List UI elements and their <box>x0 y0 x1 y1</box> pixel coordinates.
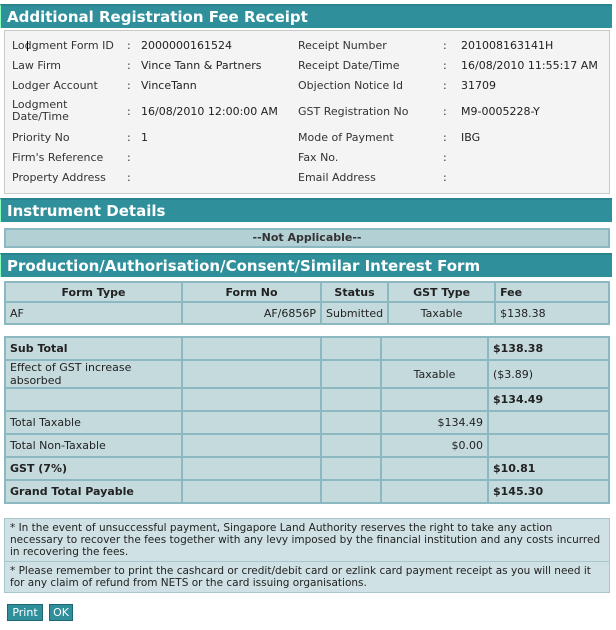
header-form-no: Form No <box>183 283 320 301</box>
field-colon: : <box>443 39 447 52</box>
summary-empty-cell <box>322 458 380 479</box>
text-cursor-icon <box>27 41 31 51</box>
summary-label <box>6 389 181 410</box>
summary-label: Total Non-Taxable <box>6 435 181 456</box>
summary-empty-cell <box>322 389 380 410</box>
summary-empty-cell <box>183 361 320 387</box>
summary-empty-cell <box>183 412 320 433</box>
summary-label: Effect of GST increase absorbed <box>6 361 181 387</box>
header-status: Status <box>322 283 387 301</box>
summary-label: Sub Total <box>6 338 181 359</box>
summary-row-sub-total <box>6 338 608 359</box>
field-value: 1 <box>141 131 148 144</box>
field-value: 31709 <box>461 79 496 92</box>
summary-empty-cell <box>322 412 380 433</box>
summary-empty-cell <box>322 435 380 456</box>
field-colon: : <box>443 59 447 72</box>
summary-row-net <box>6 389 608 410</box>
field-value: 2000000161524 <box>141 39 232 52</box>
note-keep-receipt: * Please remember to print the cashcard or credit/debit card or ezlink card payment receipt as you will need it for any claim of refund from NETS or the card issuing organisations. <box>10 565 591 589</box>
field-label: Email Address <box>298 171 376 184</box>
header-gst-type: GST Type <box>389 283 494 301</box>
table-row <box>6 303 608 323</box>
instrument-table <box>4 228 610 248</box>
note-unsuccessful-payment: * In the event of unsuccessful payment, Singapore Land Authority reserves the right to take any action necessary to recover the fees together with any levy imposed by the financial institution and any costs incurred in recovering the fees. <box>5 519 609 562</box>
field-label: Property Address <box>12 171 106 184</box>
field-colon: : <box>443 171 447 184</box>
summary-empty-cell <box>183 458 320 479</box>
cell-status: Submitted <box>322 303 387 323</box>
instrument-title: Instrument Details <box>7 202 166 220</box>
cell-form-type: AF <box>6 303 181 323</box>
field-label: Objection Notice Id <box>298 79 403 92</box>
summary-row-gst <box>6 458 608 479</box>
notes-panel <box>4 518 610 593</box>
field-value: 16/08/2010 11:55:17 AM <box>461 59 598 72</box>
production-title: Production/Authorisation/Consent/Similar Interest Form <box>7 257 481 275</box>
field-label: Priority No <box>12 131 70 144</box>
cell-gst-type: Taxable <box>389 303 494 323</box>
summary-gst-cell: Taxable <box>382 361 487 387</box>
field-colon: : <box>127 59 131 72</box>
header-form-type: Form Type <box>6 283 181 301</box>
receipt-title-bar <box>0 4 612 28</box>
summary-fee <box>489 435 608 456</box>
field-colon: : <box>127 79 131 92</box>
summary-table <box>4 336 610 504</box>
field-value: 201008163141H <box>461 39 554 52</box>
field-label: Law Firm <box>12 59 61 72</box>
field-label: Fax No. <box>298 151 339 164</box>
summary-row-total-taxable <box>6 412 608 433</box>
field-colon: : <box>127 105 131 118</box>
field-colon: : <box>127 131 131 144</box>
print-button[interactable]: Print <box>7 604 43 621</box>
summary-fee: $10.81 <box>489 458 608 479</box>
ok-button[interactable]: OK <box>49 604 73 621</box>
production-table <box>4 281 610 325</box>
summary-empty-cell <box>322 361 380 387</box>
summary-fee <box>489 412 608 433</box>
summary-row-grand-total <box>6 481 608 502</box>
summary-gst-cell <box>382 481 487 502</box>
field-label: Receipt Number <box>298 39 387 52</box>
summary-fee: $145.30 <box>489 481 608 502</box>
field-colon: : <box>443 105 447 118</box>
not-applicable-cell: --Not Applicable-- <box>6 230 608 246</box>
field-label: Firm's Reference <box>12 151 104 164</box>
summary-fee: $138.38 <box>489 338 608 359</box>
summary-empty-cell <box>183 435 320 456</box>
field-colon: : <box>443 151 447 164</box>
field-value: M9-0005228-Y <box>461 105 540 118</box>
summary-gst-cell <box>382 458 487 479</box>
field-colon: : <box>443 131 447 144</box>
field-colon: : <box>443 79 447 92</box>
field-label: GST Registration No <box>298 105 409 118</box>
field-value: Vince Tann & Partners <box>141 59 262 72</box>
summary-empty-cell <box>322 481 380 502</box>
cell-fee: $138.38 <box>496 303 608 323</box>
summary-fee: ($3.89) <box>489 361 608 387</box>
summary-empty-cell <box>183 338 320 359</box>
field-label: Lodger Account <box>12 79 98 92</box>
summary-gst-cell <box>382 338 487 359</box>
instrument-title-bar <box>0 198 612 222</box>
field-label: Lodgment Form ID <box>12 39 114 52</box>
header-fee: Fee <box>496 283 608 301</box>
summary-label: GST (7%) <box>6 458 181 479</box>
summary-gst-cell <box>382 389 487 410</box>
summary-label: Total Taxable <box>6 412 181 433</box>
summary-row-total-non-taxable <box>6 435 608 456</box>
field-value: VinceTann <box>141 79 197 92</box>
field-value: 16/08/2010 12:00:00 AM <box>141 105 278 118</box>
field-colon: : <box>127 151 131 164</box>
receipt-info-panel <box>4 30 610 194</box>
summary-gst-cell: $134.49 <box>382 412 487 433</box>
field-value: IBG <box>461 131 481 144</box>
summary-fee: $134.49 <box>489 389 608 410</box>
production-title-bar <box>0 253 612 277</box>
field-label: Lodgment Date/Time <box>12 98 69 123</box>
field-label: Mode of Payment <box>298 131 394 144</box>
summary-empty-cell <box>183 481 320 502</box>
field-colon: : <box>127 39 131 52</box>
summary-label: Grand Total Payable <box>6 481 181 502</box>
cell-form-no: AF/6856P <box>183 303 320 323</box>
receipt-title: Additional Registration Fee Receipt <box>7 8 308 26</box>
production-header-row <box>6 283 608 301</box>
summary-empty-cell <box>183 389 320 410</box>
field-colon: : <box>127 171 131 184</box>
summary-row-gst-absorbed <box>6 361 608 387</box>
summary-empty-cell <box>322 338 380 359</box>
summary-gst-cell: $0.00 <box>382 435 487 456</box>
field-label: Receipt Date/Time <box>298 59 400 72</box>
